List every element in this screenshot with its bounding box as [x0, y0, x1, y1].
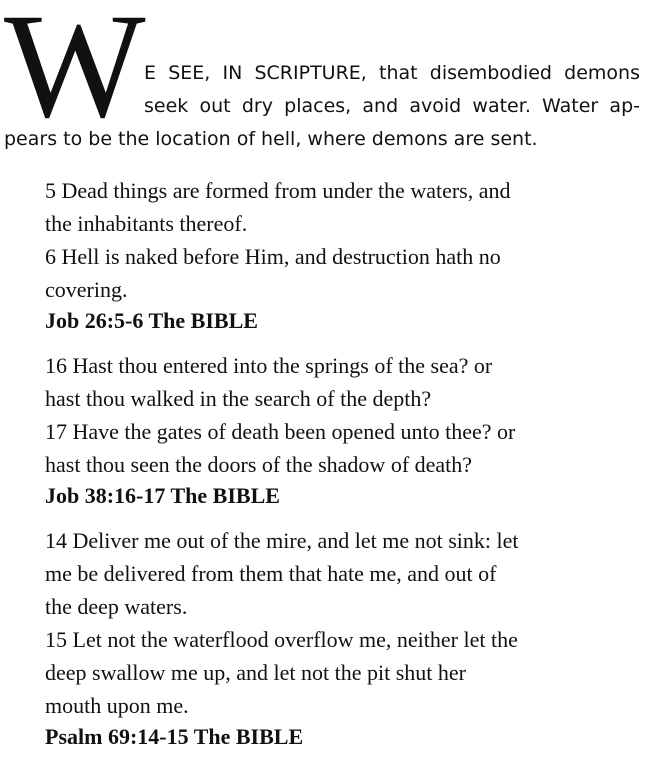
quote-citation: Psalm 69:14-15 The BIBLE [45, 724, 304, 749]
verse-line: 17 Have the gates of death been opened unto thee? or [45, 419, 516, 444]
intro-line: pears to be the location of hell, where demons are sent. [4, 128, 538, 150]
quote-citation: Job 38:16-17 The BIBLE [45, 483, 280, 508]
verse-line: 14 Deliver me out of the mire, and let me not sink: let [45, 528, 519, 553]
verse-line: mouth upon me. [45, 693, 189, 718]
verse-line: hast thou seen the doors of the shadow of death? [45, 452, 473, 477]
intro-paragraph [4, 0, 640, 156]
verse-line: me be delivered from them that hate me, and out of [45, 561, 497, 586]
intro-line: E SEE, IN SCRIPTURE, that disembodied demons [144, 62, 640, 84]
scripture-quote-job-38 [45, 349, 625, 511]
scripture-quotes [45, 174, 625, 765]
scripture-quote-job-26 [45, 174, 625, 336]
verse-line: the deep waters. [45, 594, 188, 619]
verse-line: 6 Hell is naked before Him, and destruction hath no [45, 244, 501, 269]
intro-line: seek out dry places, and avoid water. Water ap- [144, 95, 640, 117]
verse-line: deep swallow me up, and let not the pit shut her [45, 660, 466, 685]
scripture-quote-psalm-69 [45, 524, 625, 752]
verse-line: hast thou walked in the search of the depth? [45, 386, 432, 411]
verse-line: 5 Dead things are formed from under the waters, and [45, 178, 511, 203]
verse-line: 16 Hast thou entered into the springs of the sea? or [45, 353, 493, 378]
verse-line: 15 Let not the waterflood overflow me, neither let the [45, 627, 518, 652]
verse-line: the inhabitants thereof. [45, 211, 248, 236]
verse-line: covering. [45, 277, 128, 302]
quote-citation: Job 26:5-6 The BIBLE [45, 308, 258, 333]
drop-cap: W [4, 0, 146, 149]
